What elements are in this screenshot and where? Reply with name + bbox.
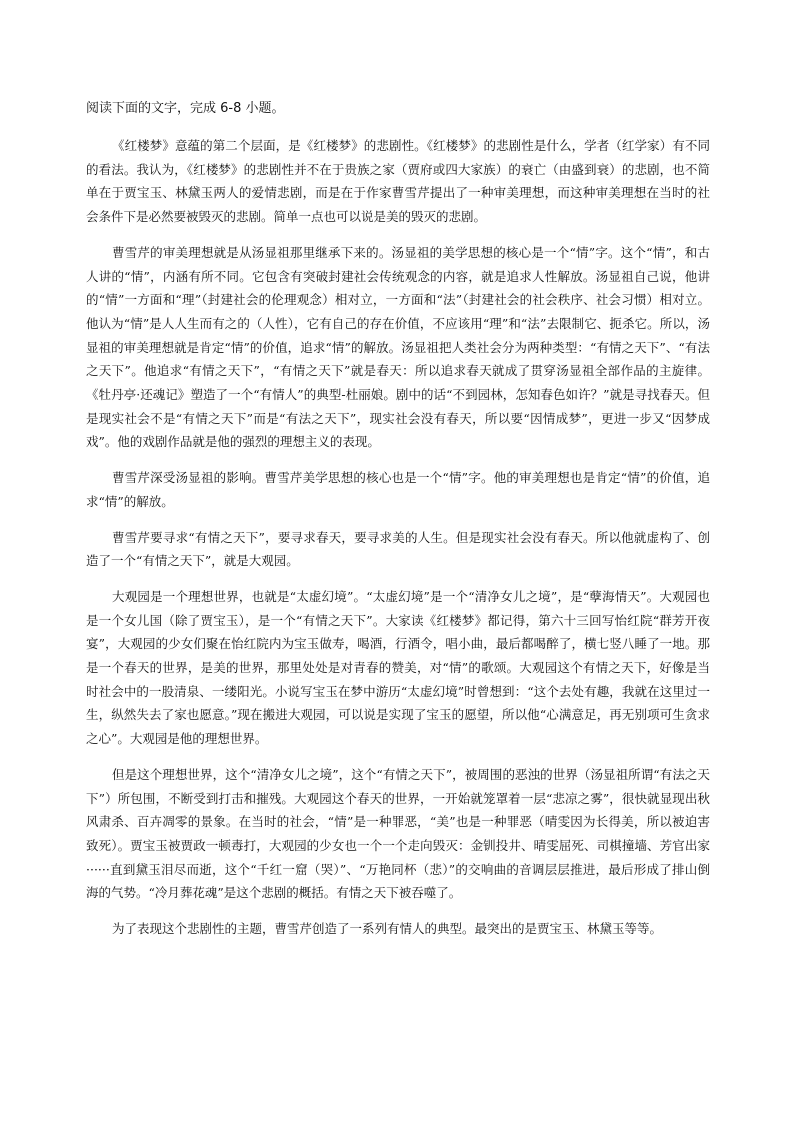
paragraph-2: 曹雪芹的审美理想就是从汤显祖那里继承下来的。汤显祖的美学思想的核心是一个“情”字。这个“情”，和古人讲的“情”，内涵有所不同。它包含有突破封建社会传统观念的内容，就是追求人性解放。汤显祖自己说，他讲的“情”一方面和“理”（封建社会的伦理观念）相对立，一方面和“法”（封建社会的社会秩序、社会习惯）相对立。他认为“情”是人人生而有之的（人性），它有自己的存在价值，不应该用“理”和“法”去限制它、扼杀它。所以，汤显祖的审美理想就是肯定“情”的价值，追求“情”的解放。汤显祖把人类社会分为两种类型：“有情之天下”、“有法之天下”。他追求“有情之天下”，“有情之天下”就是春天：所以追求春天就成了贯穿汤显祖全部作品的主旋律。《牡丹亭·还魂记》塑造了一个“有情人”的典型-杜丽娘。剧中的话“不到园林，怎知春色如许？”就是寻找春天。但是现实社会不是“有情之天下”而是“有法之天下”，现实社会没有春天，所以要“因情成梦”，更进一步又“因梦成戏”。他的戏剧作品就是他的强烈的理想主义的表现。 [86,244,710,450]
paragraph-7: 为了表现这个悲剧性的主题，曹雪芹创造了一系列有情人的典型。最突出的是贾宝玉、林黛玉等等。 [112,921,663,937]
paragraph-4: 曹雪芹要寻求“有情之天下”，要寻求春天，要寻求美的人生。但是现实社会没有春天。所以他就虚构了、创造了一个“有情之天下”，就是大观园。 [86,529,710,569]
paragraph-1: 《红楼梦》意蕴的第二个层面，是《红楼梦》的悲剧性。《红楼梦》的悲剧性是什么，学者（红学家）有不同的看法。我认为，《红楼梦》的悲剧性并不在于贵族之家（贾府或四大家族）的衰亡（由盛到衰）的悲剧，也不简单在于贾宝玉、林黛玉两人的爱情悲剧，而是在于作家曹雪芹提出了一种审美理想，而这种审美理想在当时的社会条件下是必然要被毁灭的悲剧。简单一点也可以说是美的毁灭的悲剧。 [86,138,710,225]
paragraph-6: 但是这个理想世界，这个“清净女儿之境”，这个“有情之天下”，被周围的恶浊的世界（汤显祖所谓“有法之天下”）所包围，不断受到打击和摧残。大观园这个春天的世界，一开始就笼罩着一层“悲凉之雾”，很快就显现出秋风肃杀、百卉凋零的景象。在当时的社会，“情”是一种罪恶，“美”也是一种罪恶（晴雯因为长得美，所以被迫害致死）。贾宝玉被贾政一顿毒打，大观园的少女也一个一个走向毁灭：金钏投井、晴雯屈死、司棋撞墙、芳官出家······直到黛玉泪尽而逝，这个“千红一窟（哭）”、“万艳同杯（悲）”的交响曲的音调层层推进，最后形成了排山倒海的气势。“冷月葬花魂”是这个悲剧的概括。有情之天下被吞噬了。 [86,766,710,901]
paragraph-5: 大观园是一个理想世界，也就是“太虚幻境”。“太虚幻境”是一个“清净女儿之境”，是“孽海情天”。大观园也是一个女儿国（除了贾宝玉），是一个“有情之天下”。大家读《红楼梦》都记得，第六十三回写怡红院“群芳开夜宴”，大观园的少女们聚在怡红院内为宝玉做寿，喝酒，行酒令，唱小曲，最后都喝醉了，横七竖八睡了一地。那是一个春天的世界，是美的世界，那里处处是对青春的赞美，对“情”的歌颂。大观园这个有情之天下，好像是当时社会中的一股清泉、一缕阳光。小说写宝玉在梦中游历“太虚幻境”时曾想到：“这个去处有趣，我就在这里过一生，纵然失去了家也愿意。”现在搬进大观园，可以说是实现了宝玉的愿望，所以他“心满意足，再无别项可生贪求之心”。大观园是他的理想世界。 [86,588,710,747]
paragraph-3: 曹雪芹深受汤显祖的影响。曹雪芹美学思想的核心也是一个“情”字。他的审美理想也是肯定“情”的价值，追求“情”的解放。 [86,470,710,509]
document-page [86,98,710,953]
question-instruction: 阅读下面的文字，完成 6-8 小题。 [86,101,285,116]
